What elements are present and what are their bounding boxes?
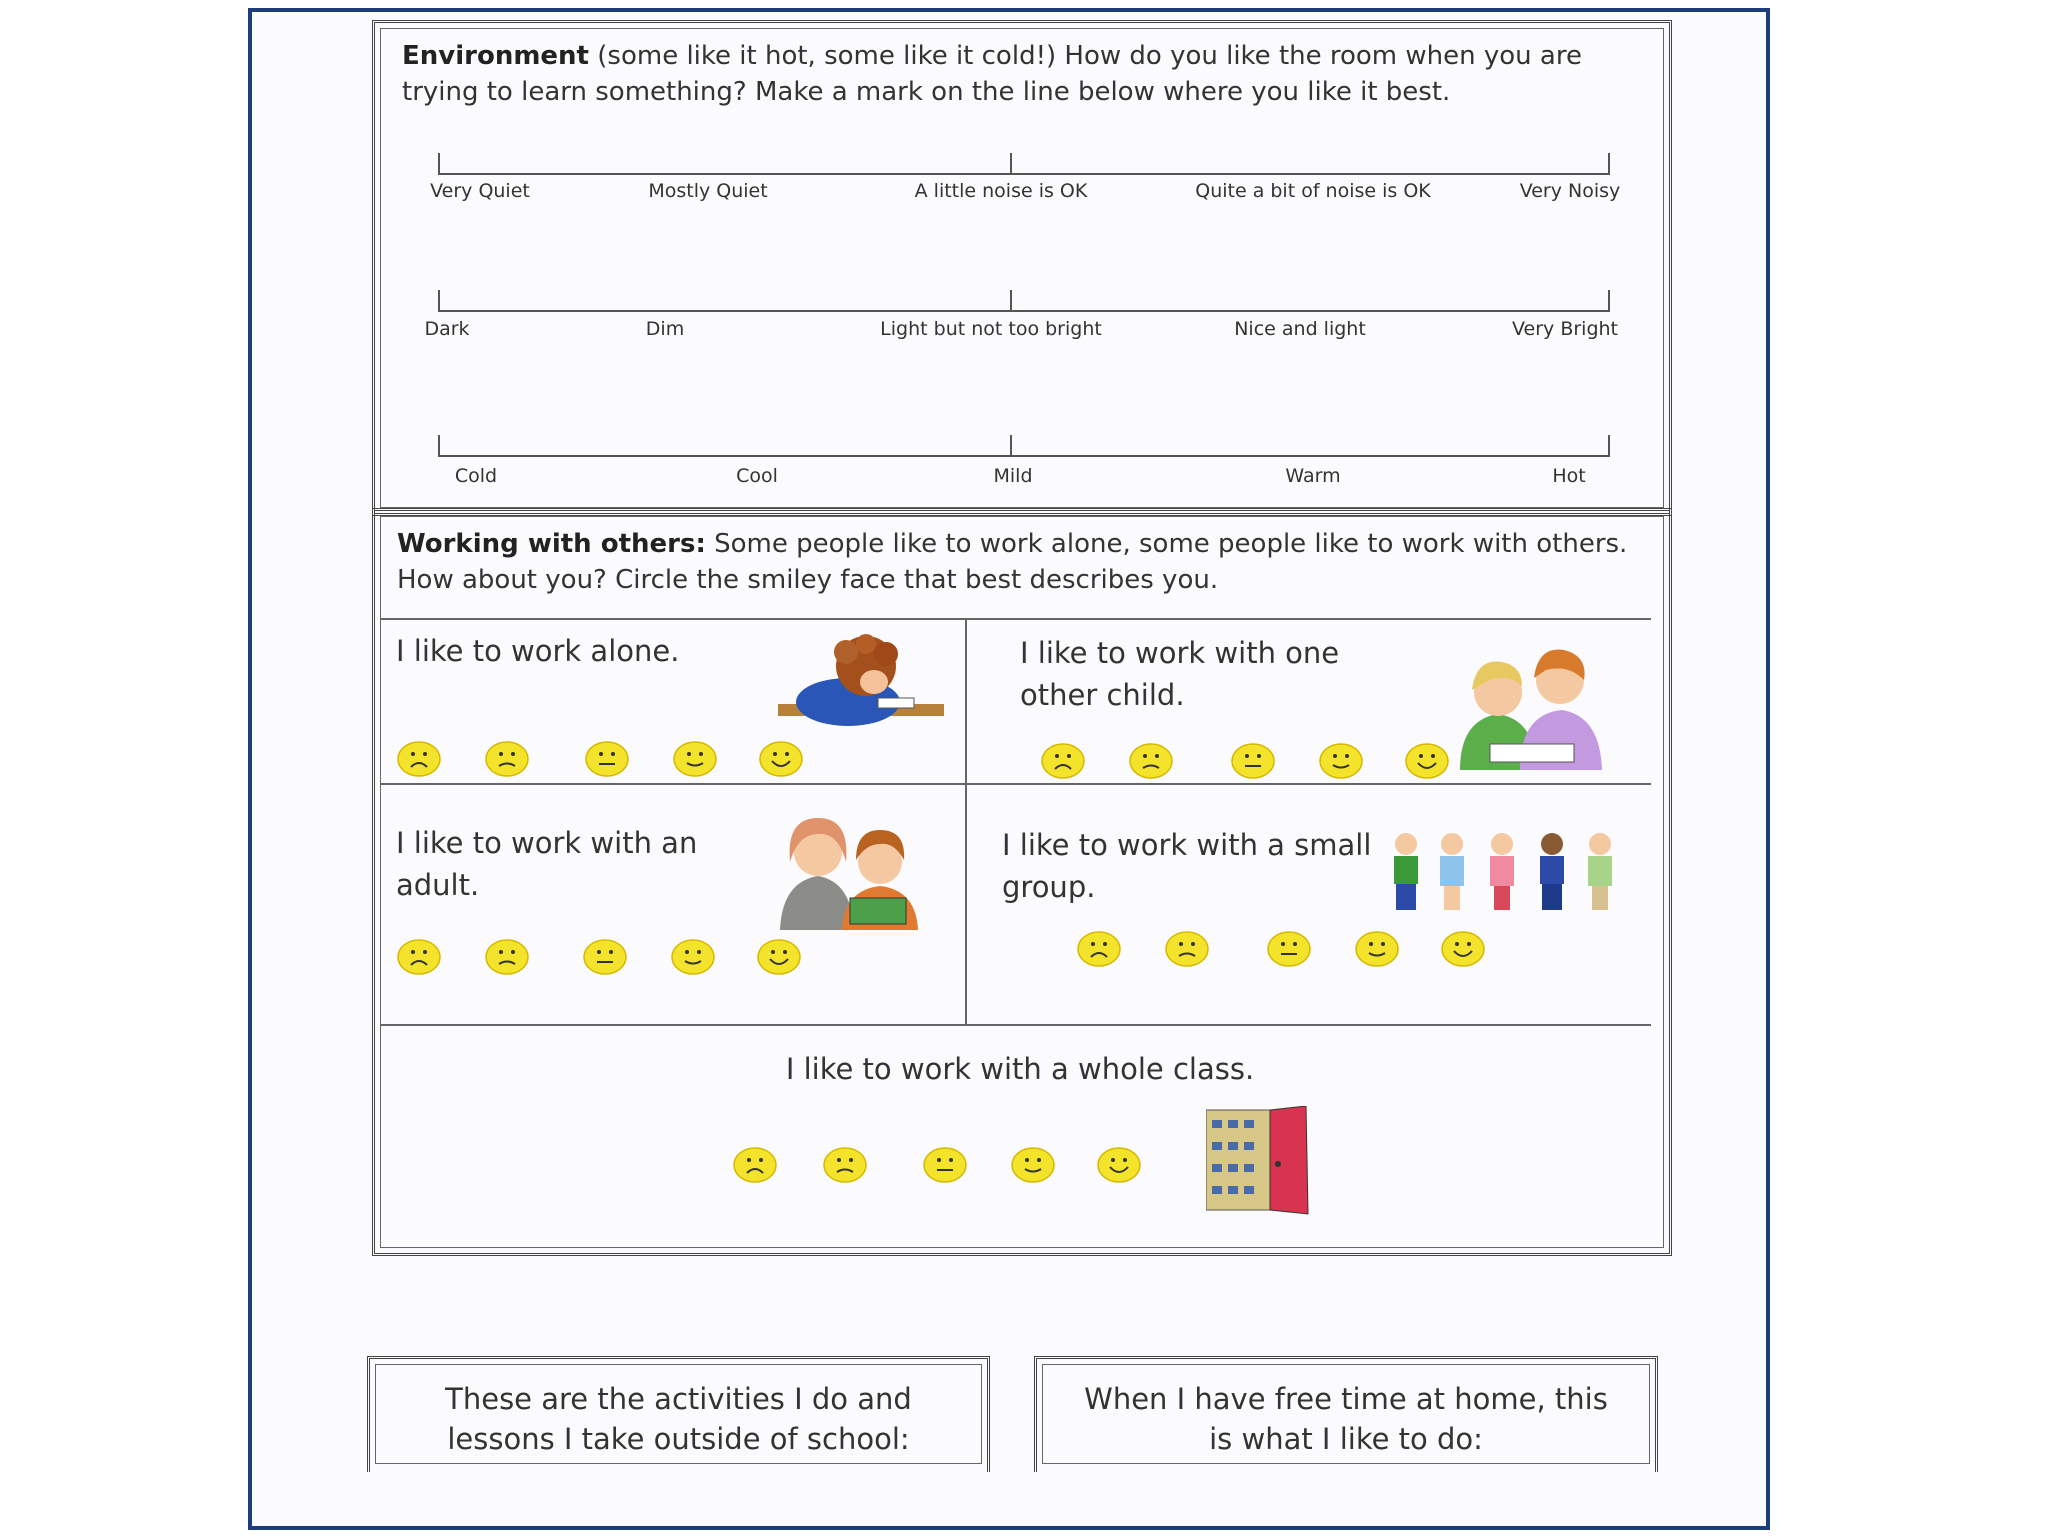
- sad-face-icon[interactable]: [1128, 742, 1174, 780]
- scale-label: Light but not too bright: [880, 318, 1102, 340]
- content-face-icon[interactable]: [670, 938, 716, 976]
- very-sad-face-icon[interactable]: [396, 740, 442, 778]
- pref-alone-label: I like to work alone.: [396, 634, 680, 668]
- pref-one-child-label: I like to work with one other child.: [1020, 636, 1340, 712]
- activities-box: [367, 1356, 990, 1472]
- environment-instructions: (some like it hot, some like it cold!) How do you like the room when you are trying to learn something? Make a mark on the line below where you like it best.: [402, 41, 1582, 107]
- happy-face-icon[interactable]: [756, 938, 802, 976]
- scale-label: Nice and light: [1234, 318, 1366, 340]
- child-writing-clipart: [778, 634, 944, 726]
- free-time-box: [1034, 1356, 1658, 1472]
- divider: [965, 618, 967, 1024]
- activities-prompt: These are the activities I do and lessons I take outside of school:: [445, 1382, 912, 1456]
- pref-whole-class-label: I like to work with a whole class.: [785, 1052, 1255, 1086]
- temperature-scale-line[interactable]: [438, 435, 1610, 457]
- content-face-icon[interactable]: [1010, 1146, 1056, 1184]
- environment-intro: [402, 38, 1652, 110]
- scale-label: Dark: [424, 318, 470, 340]
- neutral-face-icon[interactable]: [1230, 742, 1276, 780]
- neutral-face-icon[interactable]: [582, 938, 628, 976]
- two-children-clipart: [1450, 640, 1610, 772]
- divider: [381, 618, 1651, 620]
- classroom-door-clipart: [1206, 1106, 1314, 1216]
- sad-face-icon[interactable]: [484, 938, 530, 976]
- scale-label: Very Quiet: [430, 180, 530, 202]
- scale-label: Dim: [645, 318, 685, 340]
- free-time-prompt: When I have free time at home, this is what I like to do:: [1084, 1382, 1608, 1456]
- sad-face-icon[interactable]: [1164, 930, 1210, 968]
- working-instructions: Some people like to work alone, some people like to work with others. How about you? Circle the smiley face that best describes you.: [397, 529, 1628, 595]
- very-sad-face-icon[interactable]: [396, 938, 442, 976]
- scale-label: Quite a bit of noise is OK: [1195, 180, 1431, 202]
- very-sad-face-icon[interactable]: [1040, 742, 1086, 780]
- happy-face-icon[interactable]: [1096, 1146, 1142, 1184]
- temperature-scale-labels: [415, 465, 1635, 491]
- scale-label: A little noise is OK: [914, 180, 1088, 202]
- scale-label: Hot: [1552, 465, 1586, 487]
- scale-label: Cold: [454, 465, 498, 487]
- scale-label: Warm: [1285, 465, 1341, 487]
- scale-label: Cool: [736, 465, 778, 487]
- noise-scale-line[interactable]: [438, 153, 1610, 175]
- scale-label: Very Bright: [1512, 318, 1618, 340]
- light-scale-line[interactable]: [438, 290, 1610, 312]
- working-heading: Working with others:: [397, 529, 706, 559]
- scale-label: Mild: [993, 465, 1033, 487]
- happy-face-icon[interactable]: [1404, 742, 1450, 780]
- adult-child-clipart: [776, 812, 926, 930]
- environment-heading: Environment: [402, 41, 589, 71]
- very-sad-face-icon[interactable]: [1076, 930, 1122, 968]
- scale-label: Mostly Quiet: [648, 180, 768, 202]
- neutral-face-icon[interactable]: [922, 1146, 968, 1184]
- content-face-icon[interactable]: [672, 740, 718, 778]
- happy-face-icon[interactable]: [758, 740, 804, 778]
- very-sad-face-icon[interactable]: [732, 1146, 778, 1184]
- pref-adult-label: I like to work with an adult.: [396, 826, 698, 902]
- light-scale-labels: [415, 318, 1635, 344]
- content-face-icon[interactable]: [1354, 930, 1400, 968]
- small-group-clipart: [1386, 830, 1620, 912]
- working-intro: [397, 526, 1659, 598]
- noise-scale-labels: [415, 180, 1635, 206]
- sad-face-icon[interactable]: [822, 1146, 868, 1184]
- scale-label: Very Noisy: [1519, 180, 1621, 202]
- happy-face-icon[interactable]: [1440, 930, 1486, 968]
- pref-small-group-label: I like to work with a small group.: [1002, 828, 1372, 904]
- divider: [381, 1024, 1651, 1026]
- neutral-face-icon[interactable]: [1266, 930, 1312, 968]
- content-face-icon[interactable]: [1318, 742, 1364, 780]
- neutral-face-icon[interactable]: [584, 740, 630, 778]
- sad-face-icon[interactable]: [484, 740, 530, 778]
- divider: [381, 783, 1651, 785]
